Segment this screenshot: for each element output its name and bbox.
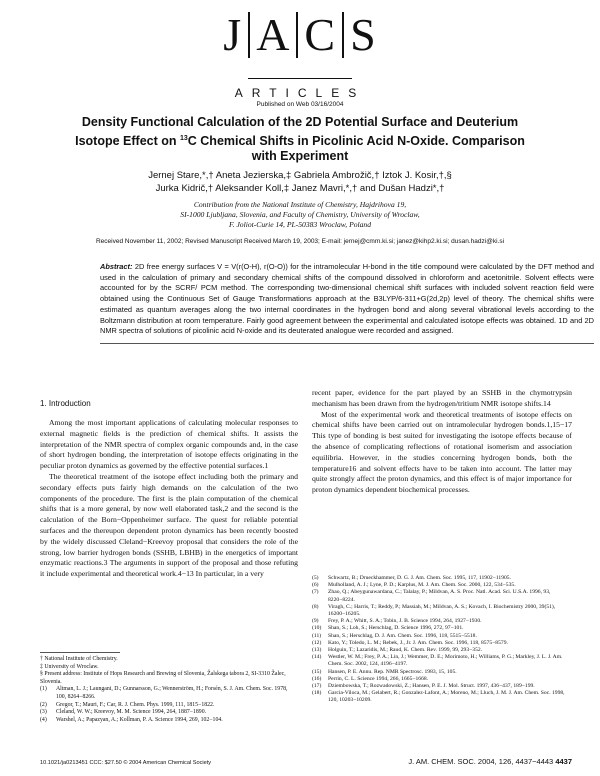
footnote: § Present address: Institute of Hops Research and Brewing of Slovenia, Žalskega tabora 2, SI-3310 Žalec, Slovenia.	[40, 671, 286, 685]
logo-letter-j: J	[223, 9, 243, 60]
reference: (6) Mulholland, A. J.; Lyne, P. D.; Karplus, M. J. Am. Chem. Soc. 2000, 122, 534−535.	[312, 582, 516, 589]
footnote-rule	[40, 652, 120, 653]
reference: (13) Holguin, T.; Lazaridis, M.; Raud, K. Chem. Rev. 1999, 99, 293−352.	[312, 647, 483, 654]
reference: (10) Shan, S.; Loh, S.; Herschlag, D. Science 1996, 272, 97−101.	[312, 625, 464, 632]
page-number: 4437	[555, 757, 572, 766]
author-list	[80, 169, 520, 195]
journal-citation: J. AM. CHEM. SOC. 2004, 126, 4437−4443 4437	[408, 757, 572, 766]
abstract-label: Abstract:	[100, 262, 133, 271]
reference: (15) Hansen, P. E. Annu. Rep. NMR Spectrosc. 1983, 15, 105.	[312, 668, 457, 675]
masthead-rule	[248, 78, 352, 79]
logo-letter-c: C	[304, 9, 337, 60]
reference-list	[312, 575, 572, 705]
author-line: Jernej Stare,*,† Aneta Jezierska,‡ Gabriela Ambrožič,† Iztok J. Kosir,†,§	[148, 170, 452, 181]
publication-date: Published on Web 03/16/2004	[256, 101, 344, 108]
reference: (1) Altman, L. J.; Laungani, D.; Gunnarsson, G.; Wennerström, H.; Forsén, S. J. Am. Chem. Soc. 1978, 100, 8264−8266.	[40, 686, 288, 700]
paragraph: recent paper, evidence for the part played by an SSHB in the chymotrypsin mechanism has been drawn from the hydrogen/tritium NMR isotope shifts.14	[312, 388, 572, 408]
reference: (11) Shan, S.; Herschlag, D. J. Am. Chem. Soc. 1996, 118, 5515−5518.	[312, 632, 477, 639]
section-heading: 1. Introduction	[40, 399, 91, 408]
reference: (16) Perrin, C. L. Science 1994, 266, 1665−1668.	[312, 675, 429, 682]
doi-line: 10.1021/ja0213451 CCC: $27.50 © 2004 American Chemical Society	[40, 760, 212, 766]
abstract	[100, 262, 594, 344]
affiliation: Contribution from the National Institute of Chemistry, Hajdrihova 19, SI-1000 Ljubljana, Slovenia, and Faculty of Chemistry, University of Wroclaw, F. Joliot-Curie 14, PL-50383 Wroclaw, Poland	[180, 200, 420, 229]
paragraph: Most of the experimental work and theoretical treatments of isotope effects on chemical shifts have been carried out on intramolecular hydrogen bonds.1,15−17 This type of bonding is best suited for investigating the isotope effects because of the absence of complicating reflections of rotational isomerism and association equilibria. However, in the studies concerning hydrogen bonds, both the temperature16 and solvent effects have to be taken into account. The latter may quite strongly affect the proton dynamics, and this effect is of major importance for proton dynamics dependent biochemical processes.	[312, 409, 572, 495]
received-dates: Received November 11, 2002; Revised Manuscript Received March 19, 2003; E-mail: jernej@cmm.ki.si; janez@kihp2.ki.si; dusan.hadzi@ki.si	[95, 238, 505, 245]
reference: (2) Gregor, T.; Mauri, F.; Car, R. J. Chem. Phys. 1999, 111, 1815−1822.	[40, 701, 215, 708]
article-title: Density Functional Calculation of the 2D Potential Surface and Deuterium Isotope Effect on $^{13}$C Chemical Shifts in Picolinic Acid N-Oxide. Comparison with Experiment	[75, 115, 525, 164]
footnote: † National Institute of Chemistry.	[40, 656, 118, 662]
author-line: Jurka Kidrič,† Aleksander Koll,‡ Janez Mavri,*,† and Dušan Hadzi*,†	[155, 183, 445, 194]
reference: (17) Dziembowska, T.; Rozwadowski, Z.; Hansen, P. E. J. Mol. Struct. 1997, 436−437, 189−199.	[312, 683, 535, 690]
reference: (4) Warshel, A.; Papazyan, A.; Kollman, P. A. Science 1994, 269, 102−104.	[40, 716, 223, 723]
logo-letter-s: S	[350, 9, 377, 60]
reference: (5) Schwartz, B.; Drueckhammer, D. G. J. Am. Chem. Soc. 1995, 117, 11902−11905.	[312, 575, 511, 581]
paragraph: The theoretical treatment of the isotope effect including both the primary and secondary effects puts fairly high demands on the calculation of the two components of the procedure. The first is the plain computation of the chemical shifts that is a more general, by now well elaborated task,2 and the second is the calculation of the Born−Oppenheimer surface. The quest for reliable potential surfaces and the thereupon dependent proton dynamics has been recently boosted by the widely discussed Cleland−Kreevoy proposal that considers the role of the strong, low barrier hydrogen bonds (SSHB, LBHB) in the energetics of important enzymatic reactions.3 The arguments in support of the proposal and those refuting it include experimental and theoretical work.4−13 In particular, in a very	[40, 471, 298, 579]
journal-logo	[0, 9, 600, 60]
reference: (8) Viragh, C.; Harris, T.; Reddy, P.; Massiah, M.; Mildvan, A. S.; Kovach, I. Biochemistry 2000, 39(51), 16200−16205.	[312, 603, 556, 618]
body-column-left	[40, 418, 298, 580]
footnotes	[40, 656, 298, 724]
reference: (12) Kato, Y.; Toledo, L. M.; Rebek, J., Jr. J. Am. Chem. Soc. 1996, 118, 8575−8579.	[312, 639, 508, 646]
footnote: ‡ University of Wroclaw.	[40, 663, 99, 670]
body-column-right	[312, 388, 572, 496]
paragraph: Among the most important applications of calculating molecular responses to external magnetic fields is the prediction of chemical shifts. It assists the interpretation of the NMR spectra of complex organic compounds and, in the case of short hydrogen bonding, the interpretation of isotope effects originating in the peculiar proton dynamics as governed by the effective potential surfaces.1	[40, 418, 298, 471]
logo-letter-a: A	[256, 9, 291, 60]
reference: (18) Garcia-Viloca, M.; Gelabert, R.; Gonzalez-Lafont, A.; Moreno, M.; Lluch, J. M. J. Am. Chem. Soc. 1998, 120, 10203−10209.	[312, 690, 565, 704]
reference: (3) Cleland, W. W.; Kreevoy, M. M. Science 1994, 264, 1887−1890.	[40, 709, 207, 716]
reference: (7) Zhao, Q.; Abeygunawardana, C.; Talalay, P.; Mildvan, A. S. Proc. Natl. Acad. Sci. U.S.A. 1996, 93, 8220−8224.	[312, 589, 551, 603]
reference: (9) Frey, P. A.; Whitt, S. A.; Tobin, J. B. Science 1994, 264, 1927−1930.	[312, 618, 482, 625]
abstract-text: 2D free energy surfaces V = V(r(O-H), r(O-O)) for the intramolecular H-bond in the title compound were calculated by the DFT method and used in the calculation of primary and secondary chemical shifts of the compound dissolved in chloroform and acetonitrile. Solvent effects were accounted for by the SCRF/ PCM method. The corresponding two-dimensional chemical shift surfaces with included solvent reaction field were obtained using the Continuous Set of Gauge Transformations approach at the B3LYP/6-311+G(2d,2p) level of theory. The chemical shifts were estimated as quantum averages along the two internal coordinates in the hydrogen bond and along several vibrational levels according to the Boltzmann distribution at room temperature. Fairly good agreement between the experimental and calculated isotope effects was obtained. 1D and 2D NMR spectra of solutions of picolinic acid N-oxide and its deuterated analogue were recorded and assigned.	[100, 262, 594, 336]
reference: (14) Westler, W. M.; Frey, P. A.; Lin, J.; Wemmer, D. E.; Morimoto, H.; Williams, P. G.; Markley, J. L. J. Am. Chem. Soc. 2002, 124, 4196−4197.	[312, 654, 563, 668]
section-label: ARTICLES	[234, 86, 366, 100]
